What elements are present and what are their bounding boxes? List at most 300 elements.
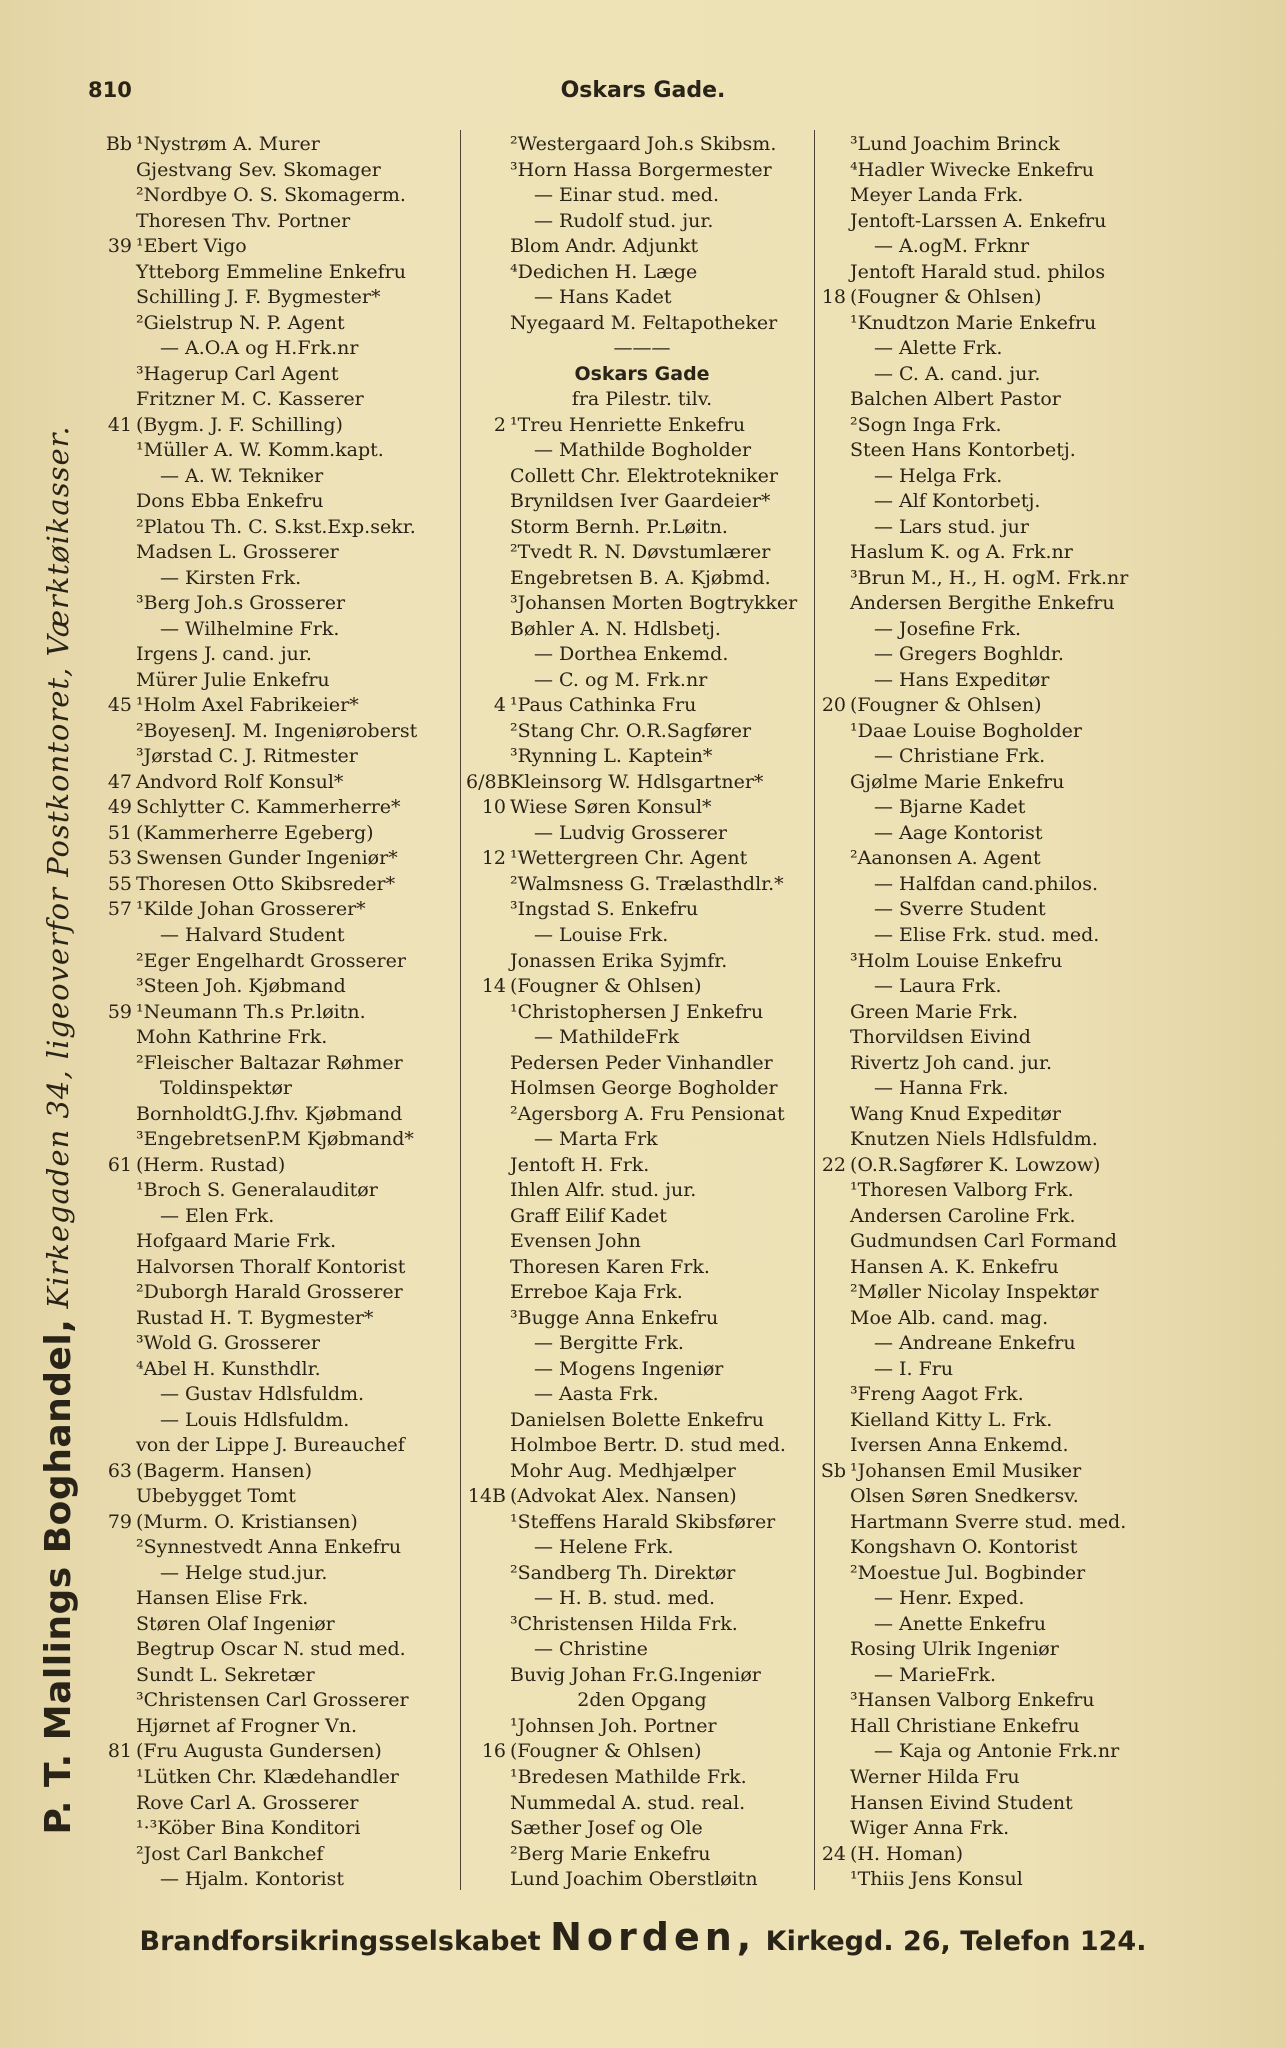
resident-text: — Alette Frk. bbox=[874, 337, 1003, 360]
directory-entry bbox=[820, 1688, 1186, 1712]
resident-text: Rosing Ulrik Ingeniør bbox=[850, 1638, 1059, 1661]
directory-entry bbox=[466, 846, 818, 870]
resident-text: Jonassen Erika Syjmfr. bbox=[510, 949, 728, 972]
directory-entry bbox=[92, 1765, 458, 1789]
resident-text: — Laura Frk. bbox=[874, 975, 1002, 998]
directory-entry bbox=[820, 923, 1186, 947]
resident-text: ⁴Dedichen H. Læge bbox=[510, 260, 698, 283]
resident-text: Balchen Albert Pastor bbox=[850, 388, 1061, 411]
resident-text: — MathildeFrk bbox=[534, 1026, 680, 1049]
directory-entry bbox=[92, 209, 458, 233]
directory-entry bbox=[820, 1816, 1186, 1840]
resident-text: — Helene Frk. bbox=[534, 1536, 674, 1559]
directory-entry bbox=[466, 1000, 818, 1024]
resident-text: — A.ogM. Frknr bbox=[874, 235, 1030, 258]
resident-text: Thoresen Karen Frk. bbox=[510, 1255, 710, 1278]
directory-entry bbox=[466, 413, 818, 437]
resident-text: Iversen Anna Enkemd. bbox=[850, 1434, 1069, 1457]
house-number: 51 bbox=[107, 821, 132, 844]
resident-text: Rivertz Joh cand. jur. bbox=[850, 1051, 1053, 1074]
resident-text: ¹Daae Louise Bogholder bbox=[850, 719, 1082, 742]
resident-text: ¹Broch S. Generalauditør bbox=[136, 1179, 378, 1202]
resident-text: Collett Chr. Elektrotekniker bbox=[510, 464, 778, 487]
resident-text: — Sverre Student bbox=[874, 898, 1046, 921]
resident-text: Hansen Elise Frk. bbox=[136, 1587, 309, 1610]
resident-text: Irgens J. cand. jur. bbox=[136, 643, 312, 666]
resident-text: Bøhler A. N. Hdlsbetj. bbox=[510, 617, 721, 640]
resident-text: — Andreane Enkefru bbox=[874, 1332, 1076, 1355]
resident-text: — I. Fru bbox=[874, 1357, 954, 1380]
footer-address: Kirkegd. 26, Telefon 124. bbox=[765, 1926, 1147, 1957]
resident-text: Blom Andr. Adjunkt bbox=[510, 235, 699, 258]
resident-text: Werner Hilda Fru bbox=[850, 1766, 1020, 1788]
resident-text: Mohr Aug. Medhjælper bbox=[510, 1459, 736, 1482]
resident-text: (O.R.Sagfører K. Lowzow) bbox=[850, 1153, 1101, 1176]
directory-entry bbox=[466, 1484, 818, 1508]
house-number: 6/8B bbox=[466, 770, 511, 793]
directory-entry bbox=[466, 1357, 818, 1381]
directory-entry bbox=[820, 1357, 1186, 1381]
resident-text: Thorvildsen Eivind bbox=[850, 1026, 1031, 1049]
resident-text: Hansen A. K. Enkefru bbox=[850, 1255, 1059, 1278]
resident-text: Wang Knud Expeditør bbox=[850, 1102, 1061, 1125]
resident-text: ²Eger Engelhardt Grosserer bbox=[136, 949, 406, 972]
house-number: 10 bbox=[481, 796, 506, 819]
resident-text: ³Christensen Hilda Frk. bbox=[510, 1612, 738, 1635]
resident-text: (H. Homan) bbox=[850, 1842, 964, 1865]
directory-entry bbox=[820, 1025, 1186, 1049]
resident-text: Olsen Søren Snedkersv. bbox=[850, 1485, 1079, 1508]
footer-advertisement bbox=[0, 1915, 1286, 1959]
resident-text: Haslum K. og A. Frk.nr bbox=[850, 541, 1073, 564]
directory-column-1 bbox=[92, 132, 458, 1892]
directory-entry bbox=[466, 1816, 818, 1840]
house-number: 57 bbox=[107, 898, 132, 921]
resident-text: Sundt L. Sekretær bbox=[136, 1663, 315, 1686]
resident-text: ²Aanonsen A. Agent bbox=[850, 847, 1041, 870]
directory-entry bbox=[92, 183, 458, 207]
resident-text: Moe Alb. cand. mag. bbox=[850, 1306, 1049, 1329]
directory-entry bbox=[466, 1025, 818, 1049]
resident-text: ⁴Hadler Wivecke Enkefru bbox=[850, 158, 1095, 181]
resident-text: Swensen Gunder Ingeniør* bbox=[136, 847, 398, 870]
resident-text: Kielland Kitty L. Frk. bbox=[850, 1408, 1053, 1431]
directory-entry bbox=[466, 183, 818, 207]
directory-entry bbox=[820, 974, 1186, 998]
directory-entry bbox=[820, 744, 1186, 768]
resident-text: Ubebygget Tomt bbox=[136, 1485, 296, 1508]
directory-entry bbox=[92, 1714, 458, 1738]
resident-text: ²Jost Carl Bankchef bbox=[136, 1842, 324, 1865]
directory-entry bbox=[820, 1178, 1186, 1202]
directory-entry bbox=[820, 158, 1186, 182]
house-number: 14 bbox=[481, 975, 506, 998]
directory-entry bbox=[820, 387, 1186, 411]
resident-text: Hall Christiane Enkefru bbox=[850, 1714, 1080, 1737]
directory-entry bbox=[92, 1178, 458, 1202]
resident-text: ³Hagerup Carl Agent bbox=[136, 362, 339, 385]
directory-entry bbox=[466, 336, 818, 360]
resident-text: von der Lippe J. Bureauchef bbox=[136, 1434, 405, 1457]
directory-entry bbox=[92, 566, 458, 590]
resident-text: — Marta Frk bbox=[534, 1128, 658, 1151]
directory-entry bbox=[92, 1306, 458, 1330]
directory-entry bbox=[820, 1051, 1186, 1075]
directory-entry bbox=[820, 132, 1186, 156]
directory-entry bbox=[820, 1739, 1186, 1763]
resident-text: — Louise Frk. bbox=[534, 923, 669, 946]
resident-text: Gjestvang Sev. Skomager bbox=[136, 158, 381, 181]
directory-entry bbox=[92, 234, 458, 258]
directory-entry bbox=[92, 770, 458, 794]
directory-entry bbox=[820, 1433, 1186, 1457]
directory-entry bbox=[820, 1484, 1186, 1508]
directory-entry bbox=[466, 1280, 818, 1304]
house-number: 63 bbox=[107, 1459, 132, 1482]
directory-entry bbox=[466, 1255, 818, 1279]
resident-text: — Gregers Boghldr. bbox=[874, 643, 1064, 666]
resident-text: ²Berg Marie Enkefru bbox=[510, 1842, 711, 1865]
directory-entry bbox=[820, 1153, 1186, 1177]
directory-column-3 bbox=[820, 132, 1186, 1892]
resident-text: fra Pilestr. tilv. bbox=[571, 388, 713, 411]
directory-entry bbox=[466, 1765, 818, 1789]
directory-entry bbox=[466, 1229, 818, 1253]
directory-entry bbox=[466, 1204, 818, 1228]
directory-entry bbox=[820, 464, 1186, 488]
directory-entry bbox=[92, 846, 458, 870]
side-ad-bookshop-name: P. T. Mallings Boghandel, bbox=[37, 1318, 79, 1835]
directory-entry bbox=[820, 336, 1186, 360]
directory-entry bbox=[92, 1076, 458, 1100]
resident-text: Green Marie Frk. bbox=[850, 1000, 1019, 1023]
resident-text: — MarieFrk. bbox=[874, 1663, 997, 1686]
directory-entry bbox=[92, 438, 458, 462]
directory-entry bbox=[820, 795, 1186, 819]
resident-text: 2den Opgang bbox=[577, 1689, 707, 1712]
resident-text: ¹Treu Henriette Enkefru bbox=[510, 413, 746, 436]
resident-text: Evensen John bbox=[510, 1230, 641, 1253]
resident-text: — C. og M. Frk.nr bbox=[534, 668, 708, 691]
directory-entry bbox=[466, 1306, 818, 1330]
directory-entry bbox=[466, 1051, 818, 1075]
resident-text: ¹Thiis Jens Konsul bbox=[850, 1868, 1023, 1891]
resident-text: ¹Müller A. W. Komm.kapt. bbox=[136, 439, 384, 462]
directory-entry bbox=[92, 1357, 458, 1381]
resident-text: Hartmann Sverre stud. med. bbox=[850, 1510, 1127, 1533]
directory-entry bbox=[820, 1382, 1186, 1406]
directory-entry bbox=[92, 872, 458, 896]
directory-entry bbox=[466, 1331, 818, 1355]
resident-text: Storm Bernh. Pr.Løitn. bbox=[510, 515, 728, 538]
directory-entry bbox=[92, 1586, 458, 1610]
resident-text: — Ludvig Grosserer bbox=[534, 821, 727, 844]
directory-entry bbox=[466, 260, 818, 284]
resident-text: ³Jørstad C. J. Ritmester bbox=[136, 745, 358, 768]
directory-entry bbox=[92, 311, 458, 335]
house-number: Bb bbox=[105, 133, 132, 155]
directory-entry bbox=[92, 1816, 458, 1840]
house-number: 79 bbox=[107, 1510, 132, 1533]
directory-entry bbox=[92, 1561, 458, 1585]
directory-entry bbox=[92, 1791, 458, 1815]
resident-text: Rustad H. T. Bygmester* bbox=[136, 1306, 374, 1329]
directory-entry bbox=[820, 1331, 1186, 1355]
resident-text: ²Møller Nicolay Inspektør bbox=[850, 1281, 1099, 1304]
directory-entry bbox=[466, 1637, 818, 1661]
resident-text: — H. B. stud. med. bbox=[534, 1587, 716, 1610]
directory-entry bbox=[92, 1612, 458, 1636]
directory-entry bbox=[466, 974, 818, 998]
resident-text: Andvord Rolf Konsul* bbox=[136, 770, 344, 793]
resident-text: — Wilhelmine Frk. bbox=[160, 617, 340, 640]
directory-entry bbox=[466, 693, 818, 717]
resident-text: (Advokat Alex. Nansen) bbox=[510, 1485, 737, 1508]
resident-text: Fritzner M. C. Kasserer bbox=[136, 388, 364, 411]
directory-entry bbox=[466, 540, 818, 564]
resident-text: Schlytter C. Kammerherre* bbox=[136, 796, 401, 819]
resident-text: — Christiane Frk. bbox=[874, 745, 1046, 768]
house-number: 18 bbox=[821, 286, 846, 309]
resident-text: — Anette Enkefru bbox=[874, 1612, 1047, 1635]
house-number: 55 bbox=[107, 872, 132, 895]
resident-text: ¹Knudtzon Marie Enkefru bbox=[850, 311, 1097, 334]
resident-text: Nyegaard M. Feltapotheker bbox=[510, 311, 778, 334]
directory-entry bbox=[820, 1229, 1186, 1253]
directory-entry bbox=[820, 617, 1186, 641]
directory-entry bbox=[820, 1280, 1186, 1304]
resident-text: Halvorsen Thoralf Kontorist bbox=[136, 1255, 406, 1278]
directory-entry bbox=[820, 668, 1186, 692]
directory-entry bbox=[820, 1842, 1186, 1866]
resident-text: ³Berg Joh.s Grosserer bbox=[136, 592, 346, 615]
house-number: 24 bbox=[821, 1842, 846, 1865]
directory-entry bbox=[820, 311, 1186, 335]
directory-entry bbox=[820, 846, 1186, 870]
directory-entry bbox=[92, 693, 458, 717]
resident-text: ¹Neumann Th.s Pr.løitn. bbox=[136, 1000, 366, 1023]
directory-entry bbox=[820, 1765, 1186, 1789]
directory-entry bbox=[820, 949, 1186, 973]
house-number: 47 bbox=[107, 770, 132, 793]
street-heading: Oskars Gade bbox=[574, 362, 710, 385]
resident-text: Andersen Caroline Frk. bbox=[850, 1204, 1076, 1227]
resident-text: ³Christensen Carl Grosserer bbox=[136, 1689, 409, 1712]
directory-entry bbox=[820, 1459, 1186, 1483]
resident-text: ²Stang Chr. O.R.Sagfører bbox=[510, 719, 752, 742]
resident-text: ¹Kilde Johan Grosserer* bbox=[136, 898, 366, 921]
resident-text: — Gustav Hdlsfuldm. bbox=[160, 1383, 365, 1406]
resident-text: — Halvard Student bbox=[160, 923, 345, 946]
directory-entry bbox=[92, 949, 458, 973]
resident-text: Ytteborg Emmeline Enkefru bbox=[136, 260, 406, 283]
directory-entry bbox=[92, 1842, 458, 1866]
directory-entry bbox=[820, 209, 1186, 233]
directory-entry bbox=[466, 591, 818, 615]
house-number: 49 bbox=[107, 796, 132, 819]
directory-entry bbox=[820, 1714, 1186, 1738]
resident-text: — Hans Kadet bbox=[534, 286, 672, 309]
resident-text: ²Sandberg Th. Direktør bbox=[510, 1561, 736, 1584]
resident-text: ²Walmsness G. Trælasthdlr.* bbox=[510, 872, 784, 895]
directory-entry bbox=[92, 1459, 458, 1483]
house-number: 12 bbox=[481, 847, 506, 870]
resident-text: — C. A. cand. jur. bbox=[874, 362, 1041, 385]
directory-entry bbox=[466, 1612, 818, 1636]
directory-entry bbox=[466, 1739, 818, 1763]
directory-entry bbox=[466, 821, 818, 845]
directory-entry bbox=[466, 311, 818, 335]
directory-entry bbox=[820, 566, 1186, 590]
column-divider bbox=[460, 130, 461, 1890]
directory-entry bbox=[92, 719, 458, 743]
house-number: 81 bbox=[107, 1740, 132, 1763]
resident-text: Danielsen Bolette Enkefru bbox=[510, 1408, 764, 1431]
resident-text: Knutzen Niels Hdlsfuldm. bbox=[850, 1128, 1098, 1151]
directory-entry bbox=[820, 1637, 1186, 1661]
directory-entry bbox=[820, 489, 1186, 513]
directory-entry bbox=[820, 183, 1186, 207]
resident-text: — A.O.A og H.Frk.nr bbox=[160, 337, 359, 360]
resident-text: Andersen Bergithe Enkefru bbox=[850, 592, 1115, 615]
directory-entry bbox=[820, 719, 1186, 743]
directory-entry bbox=[92, 1000, 458, 1024]
directory-entry bbox=[466, 1867, 818, 1891]
directory-entry bbox=[92, 489, 458, 513]
directory-entry bbox=[820, 1586, 1186, 1610]
resident-text: ²Westergaard Joh.s Skibsm. bbox=[510, 133, 777, 155]
resident-text: ³EngebretsenP.M Kjøbmand* bbox=[136, 1128, 414, 1151]
resident-text: — Helge stud.jur. bbox=[160, 1561, 328, 1584]
resident-text: Graff Eilif Kadet bbox=[510, 1204, 667, 1227]
directory-entry bbox=[92, 923, 458, 947]
resident-text: (Fougner & Ohlsen) bbox=[510, 975, 702, 998]
resident-text: ³Johansen Morten Bogtrykker bbox=[510, 592, 798, 615]
directory-entry bbox=[92, 464, 458, 488]
resident-text: ¹Paus Cathinka Fru bbox=[510, 694, 697, 717]
directory-entry bbox=[92, 1051, 458, 1075]
directory-entry bbox=[92, 1510, 458, 1534]
resident-text: Kongshavn O. Kontorist bbox=[850, 1536, 1078, 1559]
resident-text: Kleinsorg W. Hdlsgartner* bbox=[510, 770, 764, 793]
resident-text: — Louis Hdlsfuldm. bbox=[160, 1408, 350, 1431]
resident-text: — A. W. Tekniker bbox=[160, 464, 324, 487]
resident-text: ³Steen Joh. Kjøbmand bbox=[136, 975, 346, 998]
directory-entry bbox=[92, 1255, 458, 1279]
resident-text: ²Tvedt R. N. Døvstumlærer bbox=[510, 541, 771, 564]
resident-text: Mürer Julie Enkefru bbox=[136, 668, 330, 691]
resident-text: — Christine bbox=[534, 1638, 648, 1661]
resident-text: Thoresen Otto Skibsreder* bbox=[136, 872, 396, 895]
house-number: 39 bbox=[107, 235, 132, 258]
directory-entry bbox=[466, 387, 818, 411]
resident-text: — Elise Frk. stud. med. bbox=[874, 923, 1100, 946]
directory-entry bbox=[820, 1791, 1186, 1815]
directory-column-2 bbox=[466, 132, 818, 1892]
resident-text: Meyer Landa Frk. bbox=[850, 184, 1024, 207]
resident-text: ³Horn Hassa Borgermester bbox=[510, 158, 772, 181]
directory-entry bbox=[466, 158, 818, 182]
resident-text: ³Wold G. Grosserer bbox=[136, 1332, 321, 1355]
resident-text: ³Lund Joachim Brinck bbox=[850, 133, 1060, 155]
directory-entry bbox=[92, 591, 458, 615]
directory-entry bbox=[466, 872, 818, 896]
directory-entry bbox=[92, 260, 458, 284]
directory-entry bbox=[92, 897, 458, 921]
resident-text: — Alf Kontorbetj. bbox=[874, 490, 1041, 513]
resident-text: — Mathilde Bogholder bbox=[534, 439, 752, 462]
resident-text: ²Moestue Jul. Bogbinder bbox=[850, 1561, 1086, 1584]
resident-text: ¹Wettergreen Chr. Agent bbox=[510, 847, 748, 870]
resident-text: Pedersen Peder Vinhandler bbox=[510, 1051, 773, 1074]
house-number: 59 bbox=[107, 1000, 132, 1023]
resident-text: (Fougner & Ohlsen) bbox=[510, 1740, 702, 1763]
resident-text: ¹·³Köber Bina Konditori bbox=[136, 1817, 361, 1840]
directory-entry bbox=[820, 1306, 1186, 1330]
resident-text: — Halfdan cand.philos. bbox=[874, 872, 1099, 895]
resident-text: (Murm. O. Kristiansen) bbox=[136, 1510, 358, 1533]
directory-entry bbox=[466, 1688, 818, 1712]
resident-text: ²Agersborg A. Fru Pensionat bbox=[510, 1102, 785, 1125]
resident-text: (Bygm. J. F. Schilling) bbox=[136, 413, 343, 436]
directory-entry bbox=[466, 1561, 818, 1585]
directory-entry bbox=[92, 158, 458, 182]
directory-entry bbox=[820, 1204, 1186, 1228]
resident-text: ³Brun M., H., H. ogM. Frk.nr bbox=[850, 566, 1129, 589]
resident-text: ³Bugge Anna Enkefru bbox=[510, 1306, 719, 1329]
page-number: 810 bbox=[88, 78, 132, 102]
directory-entry bbox=[466, 668, 818, 692]
footer-brand: Norden, bbox=[550, 1915, 757, 1959]
directory-entry bbox=[92, 1127, 458, 1151]
resident-text: ¹Steffens Harald Skibsfører bbox=[510, 1510, 776, 1533]
directory-entry bbox=[820, 260, 1186, 284]
resident-text: Wiger Anna Frk. bbox=[850, 1817, 1010, 1840]
resident-text: ⁴Abel H. Kunsthdlr. bbox=[136, 1357, 321, 1380]
resident-text: — Kirsten Frk. bbox=[160, 566, 302, 589]
directory-entry bbox=[820, 693, 1186, 717]
resident-text: (Fru Augusta Gundersen) bbox=[136, 1740, 382, 1763]
directory-entry bbox=[92, 1382, 458, 1406]
directory-entry bbox=[820, 1255, 1186, 1279]
resident-text: — Einar stud. med. bbox=[534, 184, 719, 207]
directory-entry bbox=[820, 591, 1186, 615]
house-number: 53 bbox=[107, 847, 132, 870]
resident-text: Jentoft H. Frk. bbox=[510, 1153, 650, 1176]
directory-entry bbox=[820, 821, 1186, 845]
directory-entry bbox=[466, 1663, 818, 1687]
directory-entry bbox=[820, 515, 1186, 539]
directory-entry bbox=[92, 540, 458, 564]
resident-text: Hjørnet af Frogner Vn. bbox=[136, 1714, 358, 1737]
directory-entry bbox=[820, 1127, 1186, 1151]
directory-entry bbox=[820, 1510, 1186, 1534]
directory-entry bbox=[820, 1102, 1186, 1126]
directory-entry bbox=[92, 821, 458, 845]
directory-entry bbox=[92, 1204, 458, 1228]
directory-entry bbox=[92, 387, 458, 411]
directory-entry bbox=[466, 1076, 818, 1100]
directory-entry bbox=[466, 719, 818, 743]
resident-text: ³Ingstad S. Enkefru bbox=[510, 898, 699, 921]
directory-entry bbox=[820, 872, 1186, 896]
resident-text: (Fougner & Ohlsen) bbox=[850, 694, 1042, 717]
directory-entry bbox=[92, 132, 458, 156]
resident-text: ¹Bredesen Mathilde Frk. bbox=[510, 1766, 747, 1788]
directory-entry bbox=[820, 1408, 1186, 1432]
directory-entry bbox=[466, 923, 818, 947]
resident-text: — Dorthea Enkemd. bbox=[534, 643, 729, 666]
